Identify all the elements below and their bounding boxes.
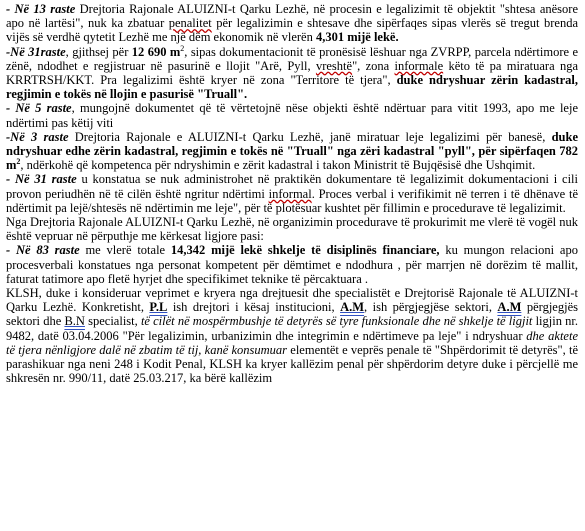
text-run: Drejtoria Rajonale ALUIZNI-t Qarku Lezhë, në procesin e legalizimit të objektit "shtesa anësore apo në lartësi", nuk ka zbatuar: [6, 2, 578, 31]
text-run: Në 83 raste: [15, 243, 80, 258]
text-run: A.M: [497, 300, 522, 315]
text-run: KLSH, duke i konsideruar veprimet e kryera nga drejtuesit dhe specialistët e Drejtorisë Rajonale të ALUIZNI-t Qarku Lezhë. Konkretisht,: [6, 286, 578, 315]
text-run: 4,301 mijë lekë.: [315, 30, 399, 45]
text-run: 12 690 m: [131, 44, 181, 59]
paragraph-2: [6, 45, 578, 102]
text-run: u konstatua se nuk administrohet në praktikën dokumentare të legalizimit dokumentacioni i cili provon periudhën në të cilën është ngritur ndërtimi: [6, 172, 579, 201]
text-run: Në 5 raste: [15, 101, 72, 116]
text-run: për legalizimin e shtesave dhe sipërfaqes sipas vlerës së tregut brenda vijës së verdhë qytetit Lezhë me një dëm ekonomik në vlerën: [6, 16, 578, 45]
text-run: A.M: [340, 300, 365, 315]
text-run: . Proces verbal i verifikimit në terren i të dhënave të ndërtimit pa lejë/shtesës në ndërtimin me leje", për të plotësuar kushtet për fillimin e procedurave të legalizimit.: [6, 186, 579, 215]
text-run: P.L: [149, 300, 168, 315]
paragraph-7: [6, 243, 578, 286]
text-run: këto të pa miratuara nga KRRTRSH/KKT. Pra legalizimi është kryer në zona "Territore të tjera",: [6, 58, 578, 88]
text-run: duke ndryshuar edhe zërin kadastral, regjimin e tokës në "Truall" nga zëri kadastral "pyll", për sipërfaqen 782 m: [6, 129, 579, 173]
text-run: përgjegjës sektori dhe: [6, 300, 578, 329]
text-run: informale: [394, 58, 444, 73]
text-run: -: [6, 243, 16, 258]
text-run: ish drejtori i kësaj institucioni,: [167, 300, 341, 315]
text-run: me vlerë totale: [79, 243, 171, 258]
text-run: -: [6, 2, 15, 16]
text-run: penalitet: [168, 16, 212, 31]
text-run: vreshtë: [315, 58, 353, 73]
paragraph-1: [6, 2, 578, 45]
text-run: , ish përgjegjëse sektori,: [364, 300, 498, 315]
paragraph-3: [6, 101, 578, 129]
text-run: Në 31 raste: [14, 172, 77, 187]
text-run: specialist,: [84, 314, 141, 329]
text-run: ", zona: [352, 58, 395, 73]
text-run: , sipas dokumentacionit të pronësisë lëshuar nga ZVRPP, parcela ndërtimore e zënë, ndodhet e regjistruar në pasurinë e llojit "Arë, Pyll,: [6, 44, 579, 73]
text-run: Në 31raste: [10, 44, 66, 59]
text-run: elementët e veprës penale të "Shpërdorimit të detyrës", të parashikuar nga neni 248 i Kodit Penal, KLSH ka kryer kallëzim penal për shpërdorim detyre duke i përcjellë me shkresën nr. 990/11, datë 25.03.217, ka bërë kallëzim: [6, 342, 578, 386]
text-run: Nga Drejtoria Rajonale ALUIZNI-t Qarku Lezhë, në organizimin procedurave të prokurimit me vlerë të vogël nuk është vepruar në përputhje me kërkesat ligjore pasi:: [6, 215, 578, 244]
text-run: Në 3 raste: [10, 129, 69, 144]
text-run: dhe aktete të tjera nënligjore dalë në zbatim të tij, kanë konsumuar: [6, 328, 578, 357]
paragraph-4: [6, 130, 578, 173]
text-run: -: [6, 101, 16, 116]
text-run: , ndërkohë që kompetenca për ndryshimin e zërit kadastral i takon Ministrit të Bujqësisë dhe Ushqimit.: [20, 158, 536, 173]
text-run: -: [6, 129, 11, 144]
text-run: 2: [180, 43, 185, 53]
text-run: informal: [268, 186, 312, 201]
paragraph-5: [6, 172, 578, 215]
paragraph-8: [6, 286, 578, 385]
text-run: Në 13 raste: [14, 2, 76, 16]
text-run: -: [6, 44, 11, 59]
text-run: 14,342 mijë lekë shkelje të disiplinës financiare,: [170, 243, 440, 258]
paragraph-6: [6, 215, 578, 243]
text-run: Drejtoria Rajonale e ALUIZNI-t Qarku Lezhë, janë miratuar leje legalizimi për banesë,: [68, 129, 552, 144]
text-run: , mungojnë dokumentet që të vërtetojnë nëse objekti është ndërtuar para vitit 1993, apo me leje ndërtimi pas këtij viti: [6, 101, 578, 130]
text-run: ligjin nr. 9482, datë 03.04.2006 "Për legalizimin, urbanizimin dhe integrimin e ndërtimeve pa leje" i ndryshuar: [6, 314, 578, 343]
text-run: duke ndryshuar zërin kadastral, regjimin e tokës në llojin e pasurisë "Truall".: [6, 73, 578, 102]
text-run: , gjithsej për: [65, 44, 132, 59]
text-run: ku mungon relacioni apo procesverbali konstatues nga personat kompetent për dëmtimet e ndodhura , për marrjen në dorëzim të mallit, faturat tatimore apo fletë hyrjet dhe specifikimet teknike të përcaktuara .: [6, 243, 578, 286]
text-run: të cilët në mospërmbushje të detyrës së tyre funksionale dhe në shkelje të ligjit: [140, 314, 533, 329]
text-run: 2: [16, 157, 21, 167]
text-run: -: [6, 172, 15, 187]
text-run: B.N: [64, 314, 85, 329]
